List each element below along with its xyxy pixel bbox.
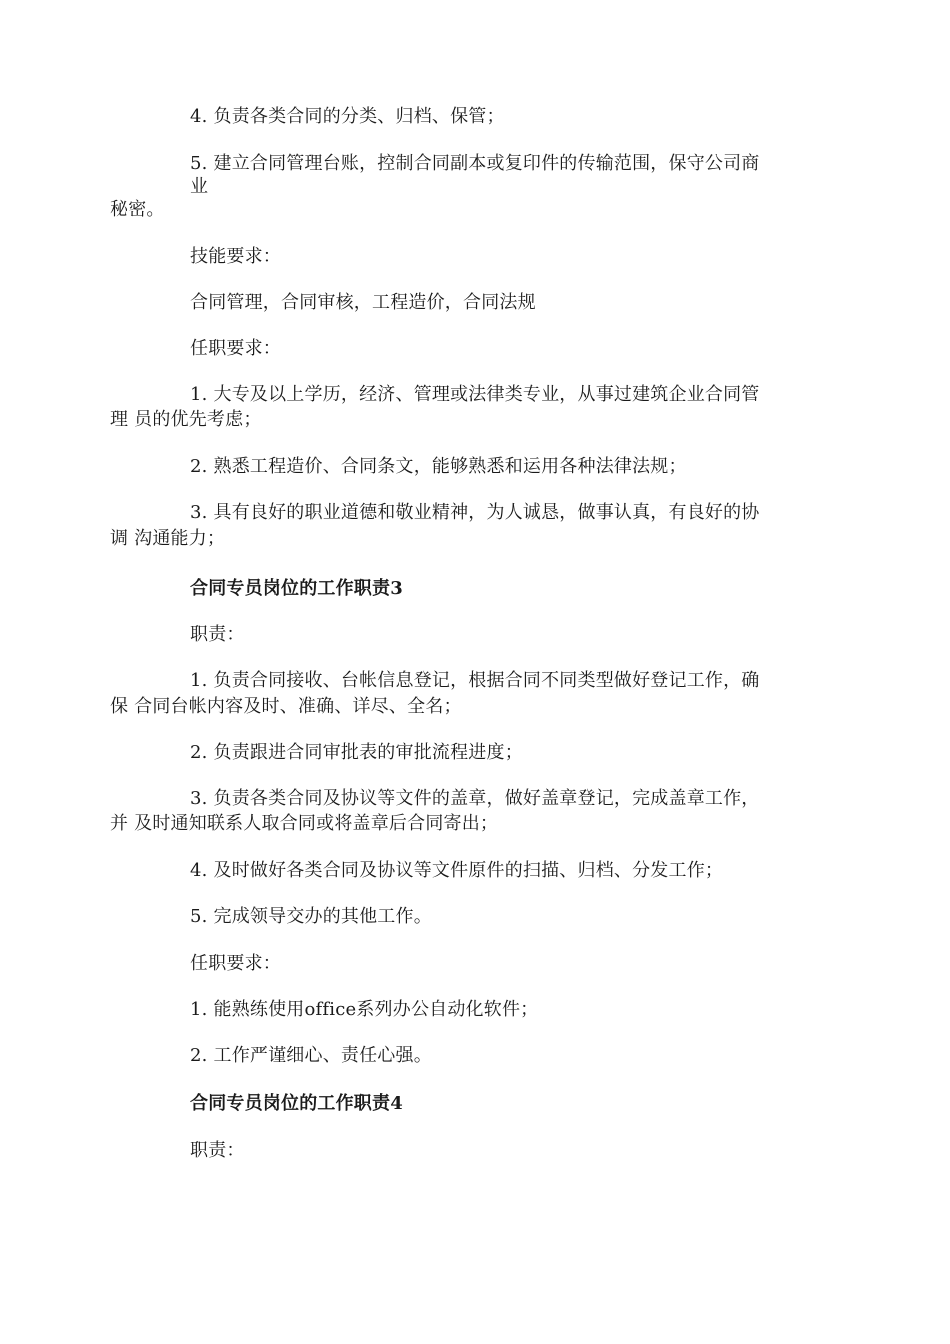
section-heading-4: 合同专员岗位的工作职责4 bbox=[190, 1093, 403, 1114]
requirement-1-line-1: 1. 大专及以上学历，经济、管理或法律类专业，从事过建筑企业合同管 bbox=[190, 384, 760, 405]
duties-heading-4: 职责： bbox=[190, 1140, 245, 1161]
section3-duty-3-line-2: 并 及时通知联系人取合同或将盖章后合同寄出； bbox=[110, 813, 499, 834]
duty-item-4: 4. 负责各类合同的分类、归档、保管； bbox=[190, 106, 505, 127]
section3-duty-5: 5. 完成领导交办的其他工作。 bbox=[190, 906, 432, 927]
section3-duty-2: 2. 负责跟进合同审批表的审批流程进度； bbox=[190, 742, 523, 763]
requirement-1-line-2: 理 员的优先考虑； bbox=[110, 409, 262, 430]
section3-duty-3-line-1: 3. 负责各类合同及协议等文件的盖章，做好盖章登记，完成盖章工作， bbox=[190, 788, 760, 809]
section3-requirement-2: 2. 工作严谨细心、责任心强。 bbox=[190, 1045, 432, 1066]
duty-item-5-line-2: 业 bbox=[190, 176, 209, 197]
requirements-heading: 任职要求： bbox=[190, 338, 281, 359]
section3-duty-1-line-1: 1. 负责合同接收、台帐信息登记，根据合同不同类型做好登记工作，确 bbox=[190, 670, 760, 691]
skills-heading: 技能要求： bbox=[190, 246, 281, 267]
duty-item-5-line-3: 秘密。 bbox=[110, 199, 165, 220]
section3-duty-1-line-2: 保 合同台帐内容及时、准确、详尽、全名； bbox=[110, 696, 462, 717]
section3-duty-4: 4. 及时做好各类合同及协议等文件原件的扫描、归档、分发工作； bbox=[190, 860, 724, 881]
skills-list: 合同管理，合同审核，工程造价，合同法规 bbox=[190, 292, 536, 313]
duties-heading-3: 职责： bbox=[190, 624, 245, 645]
requirement-2: 2. 熟悉工程造价、合同条文，能够熟悉和运用各种法律法规； bbox=[190, 456, 687, 477]
requirement-3-line-2: 调 沟通能力； bbox=[110, 528, 226, 549]
requirement-3-line-1: 3. 具有良好的职业道德和敬业精神，为人诚恳，做事认真，有良好的协 bbox=[190, 502, 760, 523]
section3-requirement-1: 1. 能熟练使用office系列办公自动化软件； bbox=[190, 999, 539, 1020]
duty-item-5-line-1: 5. 建立合同管理台账，控制合同副本或复印件的传输范围，保守公司商 bbox=[190, 153, 760, 174]
requirements-heading-3: 任职要求： bbox=[190, 953, 281, 974]
section-heading-3: 合同专员岗位的工作职责3 bbox=[190, 578, 403, 599]
